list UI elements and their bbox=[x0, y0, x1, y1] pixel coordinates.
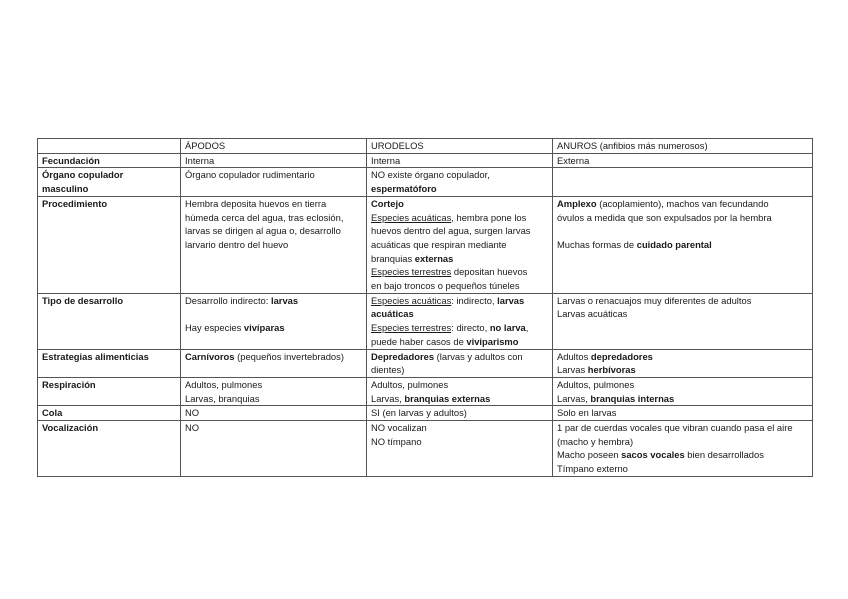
row-cola bbox=[38, 406, 813, 421]
estrategias-apodos: Carnívoros (pequeños invertebrados) bbox=[181, 349, 367, 377]
respiracion-anuros: Adultos, pulmones Larvas, branquias internas bbox=[553, 377, 813, 405]
header-row bbox=[38, 139, 813, 154]
header-urodelos: URODELOS bbox=[367, 139, 553, 154]
row-label-organo-copulador: Órgano copulador masculino bbox=[38, 168, 181, 196]
organo-anuros bbox=[553, 168, 813, 196]
comparison-table bbox=[37, 138, 813, 477]
organo-apodos: Órgano copulador rudimentario bbox=[181, 168, 367, 196]
vocalizacion-apodos: NO bbox=[181, 421, 367, 477]
estrategias-urodelos: Depredadores (larvas y adultos con dientes) bbox=[367, 349, 553, 377]
desarrollo-anuros: Larvas o renacuajos muy diferentes de adultos Larvas acuáticas bbox=[553, 293, 813, 349]
fecundacion-apodos: Interna bbox=[181, 153, 367, 168]
procedimiento-anuros: Amplexo (acoplamiento), machos van fecundando óvulos a medida que son expulsados por la hembra Muchas formas de cuidado parental bbox=[553, 196, 813, 293]
desarrollo-urodelos: Especies acuáticas: indirecto, larvas acuáticas Especies terrestres: directo, no larva, puede haber casos de viviparismo bbox=[367, 293, 553, 349]
header-anuros: ANUROS (anfibios más numerosos) bbox=[553, 139, 813, 154]
respiracion-apodos: Adultos, pulmones Larvas, branquias bbox=[181, 377, 367, 405]
cola-apodos: NO bbox=[181, 406, 367, 421]
respiracion-urodelos: Adultos, pulmones Larvas, branquias externas bbox=[367, 377, 553, 405]
row-organo-copulador bbox=[38, 168, 813, 196]
row-fecundacion bbox=[38, 153, 813, 168]
procedimiento-apodos: Hembra deposita huevos en tierra húmeda cerca del agua, tras eclosión, larvas se dirigen al agua o, desarrollo larvario dentro del huevo bbox=[181, 196, 367, 293]
fecundacion-urodelos: Interna bbox=[367, 153, 553, 168]
row-label-procedimiento: Procedimiento bbox=[38, 196, 181, 293]
estrategias-anuros: Adultos depredadores Larvas herbívoras bbox=[553, 349, 813, 377]
organo-urodelos: NO existe órgano copulador, espermatóforo bbox=[367, 168, 553, 196]
vocalizacion-anuros: 1 par de cuerdas vocales que vibran cuando pasa el aire (macho y hembra) Macho poseen sacos vocales bien desarrollados Tímpano externo bbox=[553, 421, 813, 477]
header-blank-cell bbox=[38, 139, 181, 154]
row-label-vocalizacion: Vocalización bbox=[38, 421, 181, 477]
header-apodos: ÁPODOS bbox=[181, 139, 367, 154]
row-estrategias-alimenticias bbox=[38, 349, 813, 377]
row-label-tipo-desarrollo: Tipo de desarrollo bbox=[38, 293, 181, 349]
procedimiento-urodelos: Cortejo Especies acuáticas, hembra pone los huevos dentro del agua, surgen larvas acuáticas que respiran mediante branquias externas Especies terrestres depositan huevos en bajo troncos o pequeños túneles bbox=[367, 196, 553, 293]
row-respiracion bbox=[38, 377, 813, 405]
row-label-fecundacion: Fecundación bbox=[38, 153, 181, 168]
row-vocalizacion bbox=[38, 421, 813, 477]
cola-urodelos: SI (en larvas y adultos) bbox=[367, 406, 553, 421]
row-tipo-desarrollo bbox=[38, 293, 813, 349]
cola-anuros: Solo en larvas bbox=[553, 406, 813, 421]
row-label-estrategias: Estrategias alimenticias bbox=[38, 349, 181, 377]
row-label-cola: Cola bbox=[38, 406, 181, 421]
vocalizacion-urodelos: NO vocalizan NO tímpano bbox=[367, 421, 553, 477]
desarrollo-apodos: Desarrollo indirecto: larvas Hay especies vivíparas bbox=[181, 293, 367, 349]
row-label-respiracion: Respiración bbox=[38, 377, 181, 405]
fecundacion-anuros: Externa bbox=[553, 153, 813, 168]
row-procedimiento bbox=[38, 196, 813, 293]
